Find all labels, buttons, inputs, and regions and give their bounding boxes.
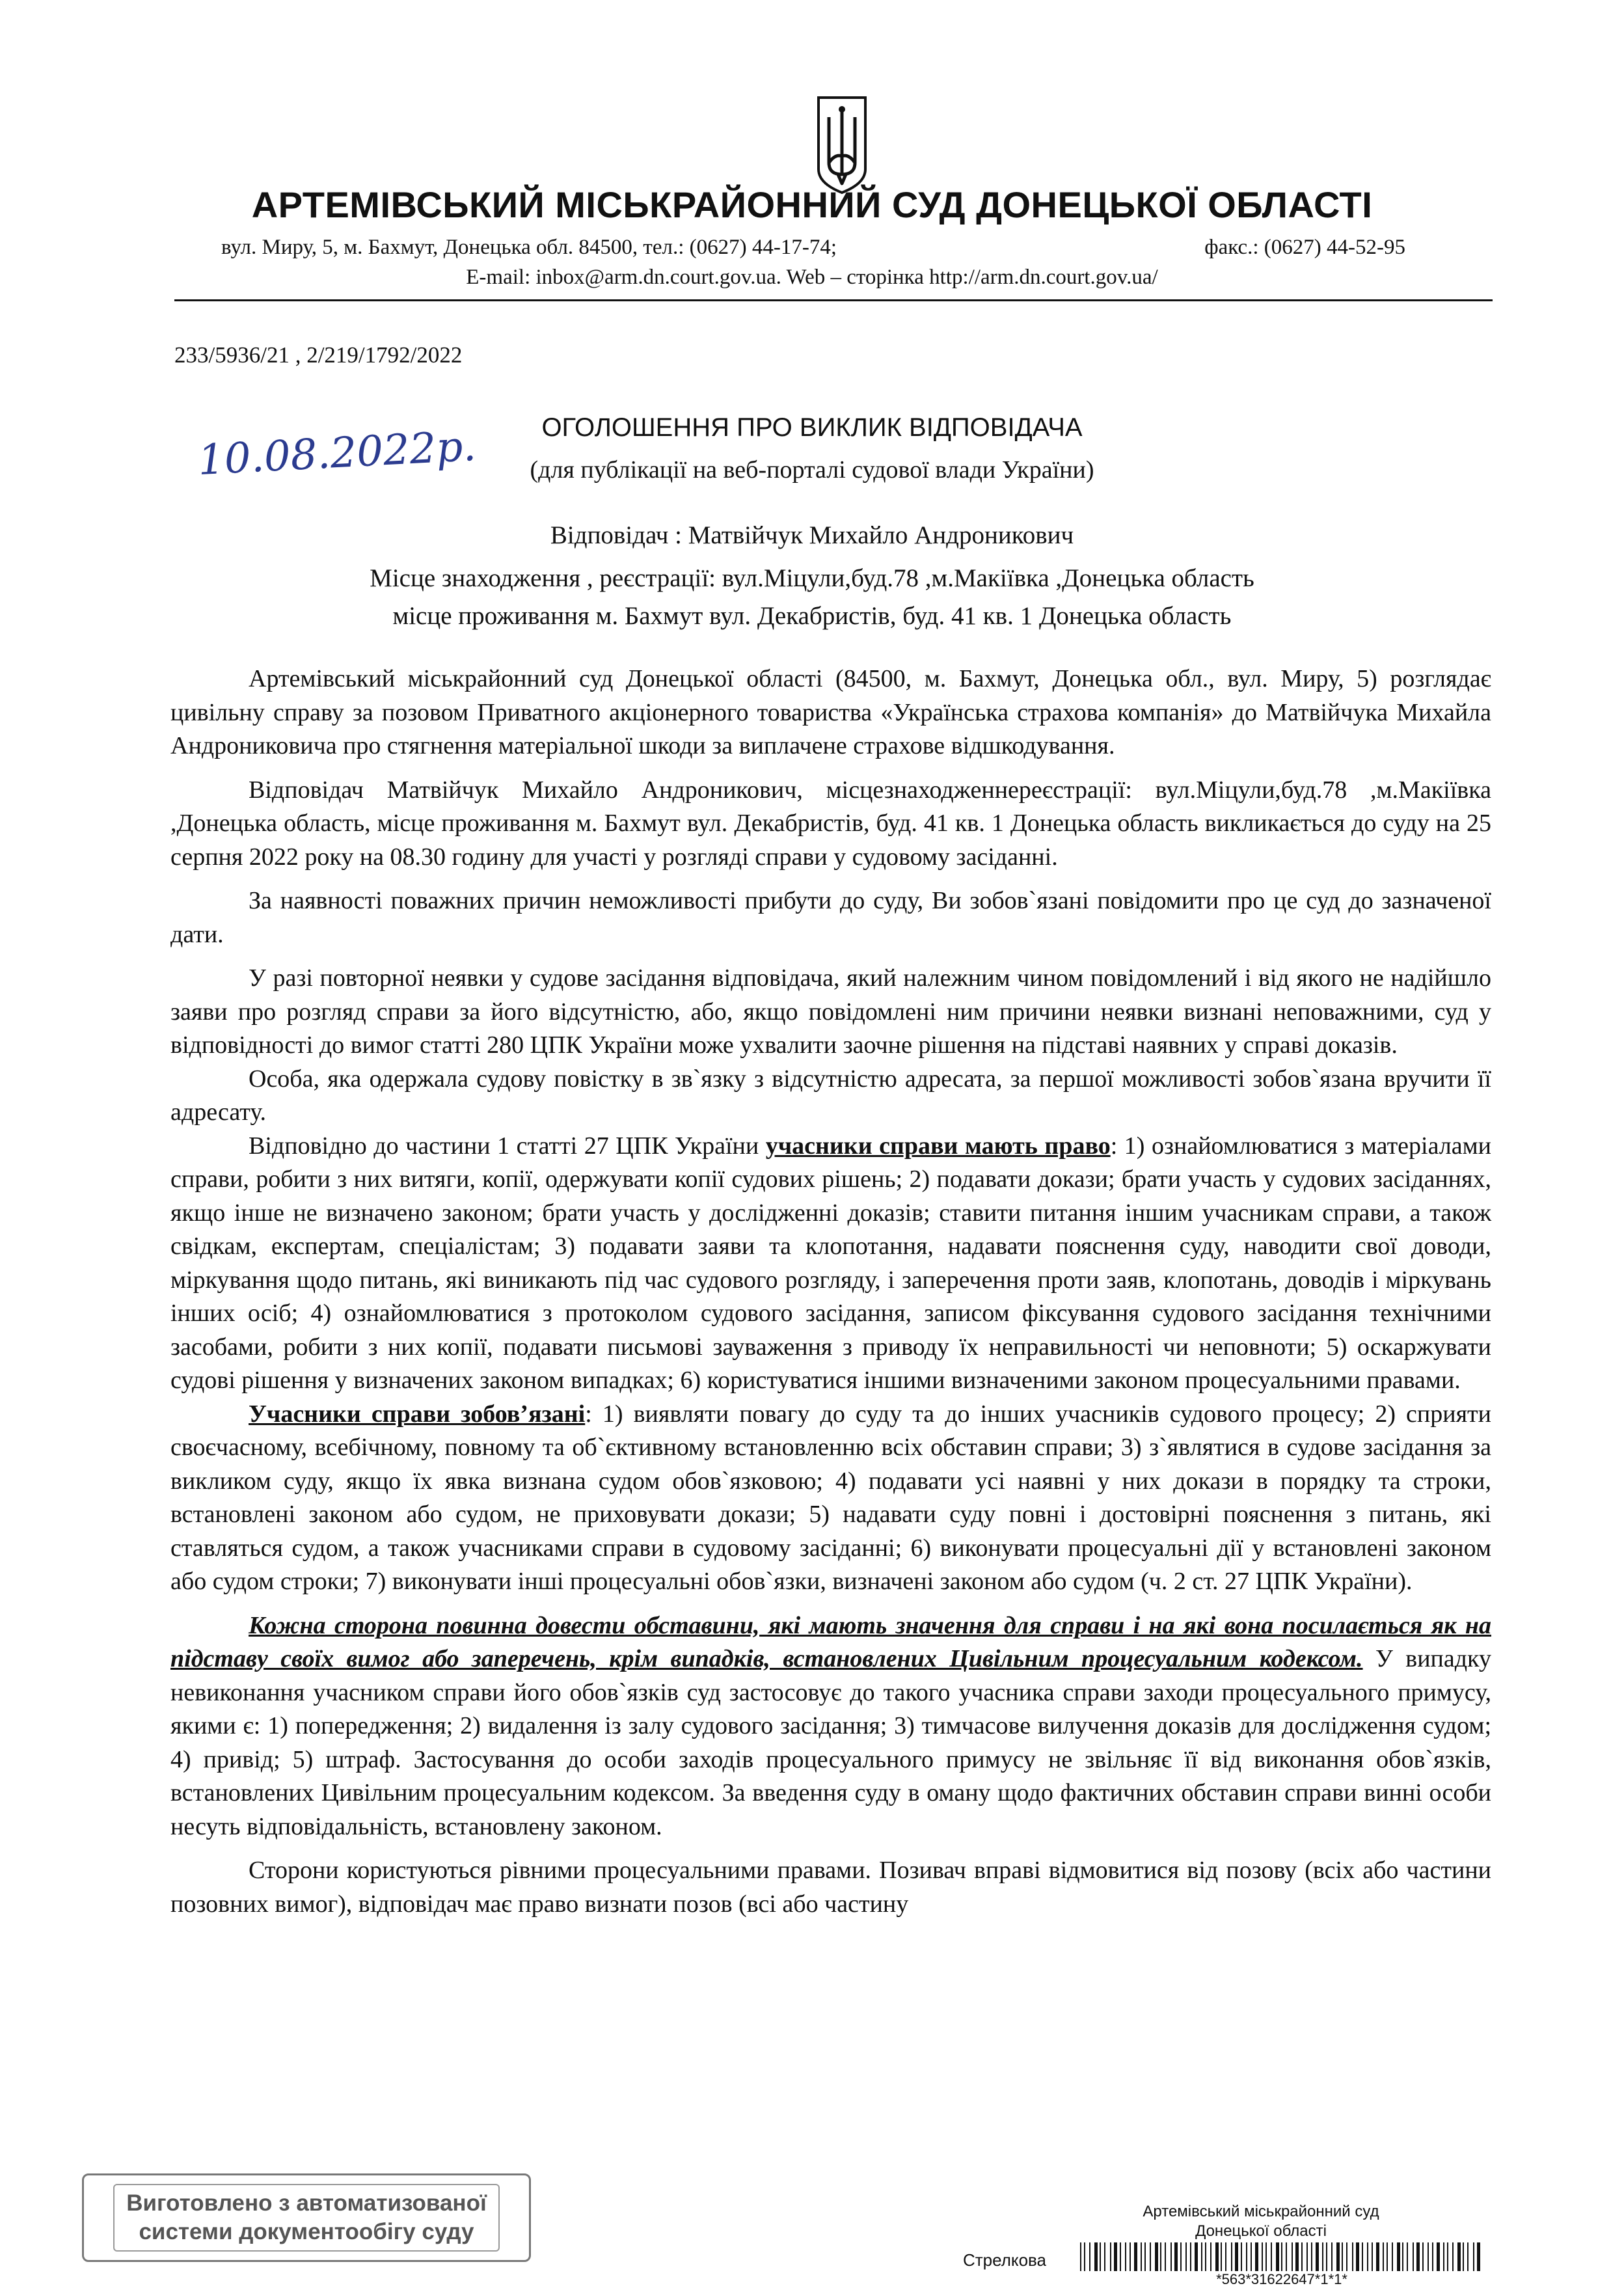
barcode-bar xyxy=(1342,2242,1343,2271)
court-name: АРТЕМІВСЬКИЙ МІСЬКРАЙОННИЙ СУД ДОНЕЦЬКОЇ ОБЛАСТІ xyxy=(251,184,1373,225)
barcode-bar xyxy=(1336,2242,1340,2271)
barcode-bar xyxy=(1352,2242,1353,2271)
barcode-bar xyxy=(1174,2242,1178,2271)
barcode-bar xyxy=(1432,2242,1433,2271)
barcode-bar xyxy=(1301,2242,1303,2271)
barcode-bar xyxy=(1463,2242,1464,2271)
barcode-bar xyxy=(1331,2242,1333,2271)
barcode-bar xyxy=(1100,2242,1101,2271)
barcode-bar xyxy=(1477,2242,1480,2271)
barcode-bar xyxy=(1322,2242,1323,2271)
barcode-bar xyxy=(1231,2242,1232,2271)
barcode-bar xyxy=(1316,2242,1319,2271)
barcode-bar xyxy=(1241,2242,1242,2271)
barcode-bar xyxy=(1141,2242,1142,2271)
barcode-bar xyxy=(1155,2242,1158,2271)
defendant-residence-line: місце проживання м. Бахмут вул. Декабристів, буд. 41 кв. 1 Донецька область xyxy=(392,602,1232,630)
barcode-bar xyxy=(1104,2242,1105,2271)
handwritten-date: 10.08.2022р. xyxy=(196,422,478,485)
trident-emblem-icon xyxy=(809,91,874,195)
barcode-bar xyxy=(1473,2242,1474,2271)
barcode-bar xyxy=(1392,2242,1393,2271)
paragraph-equal-rights: Сторони користуються рівними процесуальними правами. Позивач вправі відмовитися від позову (всіх або частини позовних вимог), відповідач має право визнати позов (всі або частину xyxy=(170,1857,1491,1918)
automated-system-stamp: Виготовлено з автоматизованої системи документообігу суду xyxy=(82,2173,531,2262)
barcode-bar xyxy=(1443,2242,1444,2271)
barcode-bar xyxy=(1372,2242,1373,2271)
document-barcode xyxy=(1080,2242,1483,2271)
barcode-bar xyxy=(1084,2242,1085,2271)
barcode-bar xyxy=(1165,2242,1166,2271)
barcode-bar xyxy=(1286,2242,1287,2271)
court-contacts xyxy=(221,236,1405,260)
barcode-bar xyxy=(1195,2242,1198,2271)
barcode-bar xyxy=(1271,2242,1272,2271)
executor-name: Стрелкова xyxy=(963,2250,1047,2270)
barcode-bar xyxy=(1356,2242,1359,2271)
barcode-bar xyxy=(1276,2242,1279,2271)
defendant-name-line: Відповідач : Матвійчук Михайло Андроникович xyxy=(550,521,1074,549)
barcode-bar xyxy=(1407,2242,1408,2271)
barcode-bar xyxy=(1094,2242,1098,2271)
barcode-bar xyxy=(1416,2242,1420,2271)
barcode-bar xyxy=(1125,2242,1126,2271)
announcement-subtitle: (для публікації на веб-порталі судової влади України) xyxy=(530,456,1094,483)
barcode-bar xyxy=(1306,2242,1308,2271)
barcode-bar xyxy=(1080,2242,1081,2271)
announcement-body xyxy=(170,662,1491,1921)
barcode-bar xyxy=(1311,2242,1312,2271)
duties-heading: Учасники справи зобов’язані xyxy=(249,1400,586,1428)
barcode-bar xyxy=(1437,2242,1440,2271)
barcode-bar xyxy=(1383,2242,1384,2271)
barcode-bar xyxy=(1428,2242,1429,2271)
barcode-bar xyxy=(1387,2242,1388,2271)
barcode-bar xyxy=(1295,2242,1299,2271)
barcode-bar xyxy=(1251,2242,1252,2271)
barcode-bar xyxy=(1376,2242,1379,2271)
barcode-bar xyxy=(1246,2242,1247,2271)
barcode-bar xyxy=(1171,2242,1172,2271)
barcode-bar xyxy=(1205,2242,1206,2271)
barcode-bar xyxy=(1262,2242,1263,2271)
court-address-phone: вул. Миру, 5, м. Бахмут, Донецька обл. 84500, тел.: (0627) 44-17-74; xyxy=(221,236,837,259)
paragraph-participant-duties: Учасники справи зобов’язані: 1) виявляти повагу до суду та до інших учасників судового процесу; 2) сприяти своєчасному, всебічному, повному та об`єктивному встановленню всіх обставин справи; 3) з`являтися в судове засідання за викликом суду, якщо їх явка визнана судом обов`язковою; 4) подавати усі наявні у них докази в порядку та строки, встановлені законом або судом, не приховувати докази; 5) надавати суду повні і достовірні пояснення з питань, які ставляться судом, а також учасниками справи в судовому засіданні; 6) виконувати процесуальні дії у встановлені законом або судом строки; 7) виконувати інші процесуальні обов`язки, визначені законом або судом (ч. 2 ст. 27 ЦПК України). xyxy=(170,1400,1491,1595)
barcode-bar xyxy=(1346,2242,1347,2271)
barcode-bar xyxy=(1180,2242,1182,2271)
barcode-bar xyxy=(1362,2242,1363,2271)
barcode-bar xyxy=(1402,2242,1403,2271)
defendant-registration-line: Місце знаходження , реєстрації: вул.Міцули,буд.78 ,м.Макіївка ,Донецька область xyxy=(370,564,1254,592)
paragraph-burden-of-proof: Кожна сторона повинна довести обставини, які мають значення для справи і на які вона посилається як на підставу своїх вимог або заперечень, крім випадків, встановлених Цивільним процесуальним кодексом. У випадку невиконання учасником справи його обов`язків суд застосовує до такого учасника справи заходи процесуального примусу, якими є: 1) попередження; 2) видалення із залу судового засідання; 3) тимчасове вилучення доказів для дослідження судом; 4) привід; 5) штраф. Застосування до особи заходів процесуального примусу не звільняє її від виконання обов`язків, встановлених Цивільним процесуальним кодексом. За введення суду в оману щодо фактичних обставин справи винні особи несуть відповідальність, встановлену законом. xyxy=(170,1611,1491,1840)
footer-court-name: Артемівський міськрайонний суд Донецької області xyxy=(1143,2203,1379,2240)
burden-of-proof-heading: Кожна сторона повинна довести обставини, які мають значення для справи і на які вона посилається як на підставу своїх вимог або заперечень, крім випадків, встановлених Цивільним процесуальним кодексом. xyxy=(170,1611,1491,1672)
barcode-bar xyxy=(1235,2242,1238,2271)
barcode-bar xyxy=(1114,2242,1117,2271)
paragraph-summons: Відповідач Матвійчук Михайло Андроникович, місцезнаходженнереєстрації: вул.Міцули,буд.78 ,м.Макіївка ,Донецька область, місце проживання м. Бахмут вул. Декабристів, буд. 41 кв. 1 Донецька область викликається до суду на 25 серпня 2022 року на 08.30 годину для участі у розгляді справи у судовому засіданні. xyxy=(170,776,1491,871)
barcode-bar xyxy=(1457,2242,1461,2271)
case-number: 233/5936/21 , 2/219/1792/2022 xyxy=(174,342,463,368)
barcode-bar xyxy=(1221,2242,1222,2271)
barcode-bar xyxy=(1089,2242,1090,2271)
barcode-bar xyxy=(1110,2242,1111,2271)
barcode-bar xyxy=(1447,2242,1448,2271)
barcode-bar xyxy=(1160,2242,1161,2271)
barcode-bar xyxy=(1413,2242,1414,2271)
barcode-bar xyxy=(1130,2242,1131,2271)
barcode-bar xyxy=(1144,2242,1146,2271)
paragraph-default-judgment: У разі повторної неявки у судове засідання відповідача, який належним чином повідомлений і від якого не надійшло заяви про розгляд справи за його відсутністю, або, якщо повідомлені ним причини неявки визнані неповажними, суд у відповідності до вимог статті 280 ЦПК України може ухвалити заочне рішення на підставі наявних у справі доказів. xyxy=(170,964,1491,1059)
barcode-bar xyxy=(1326,2242,1327,2271)
barcode-bar xyxy=(1185,2242,1187,2271)
court-fax: факс.: (0627) 44-52-95 xyxy=(1204,236,1405,259)
header-divider xyxy=(174,299,1493,301)
barcode-bar xyxy=(1201,2242,1202,2271)
barcode-bar xyxy=(1190,2242,1191,2271)
barcode-bar xyxy=(1120,2242,1121,2271)
barcode-bar xyxy=(1367,2242,1368,2271)
barcode-bar xyxy=(1150,2242,1151,2271)
paragraph-participant-rights: Відповідно до частини 1 статті 27 ЦПК України учасники справи мають право: 1) ознайомлюватися з матеріалами справи, робити з них витяги, копії, одержувати копії судових рішень; 2) подавати докази; брати участь у судових засіданнях, якщо інше не визначено законом; брати участь у дослідженні доказів; ставити питання іншим учасникам справи, а також свідкам, експертам, спеціалістам; 3) подавати заяви та клопотання, надавати пояснення суду, наводити свої доводи, міркування щодо питань, які виникають під час судового розгляду, і заперечення проти заяв, клопотань, доводів і міркувань інших осіб; 4) ознайомлюватися з протоколом судового засідання, записом фіксування судового засідання технічними засобами, робити з них копії, подавати письмові зауваження з приводу їх неправильності чи неповноти; 5) оскаржувати судові рішення у визначених законом випадках; 6) користуватися іншими визначеними законом процесуальними правами. xyxy=(170,1132,1492,1394)
announcement-title: ОГОЛОШЕННЯ ПРО ВИКЛИК ВІДПОВІДАЧА xyxy=(541,413,1083,442)
barcode-bar xyxy=(1265,2242,1267,2271)
barcode-number: *563*31622647*1*1* xyxy=(1216,2271,1347,2287)
barcode-bar xyxy=(1452,2242,1454,2271)
barcode-bar xyxy=(1397,2242,1400,2271)
barcode-bar xyxy=(1255,2242,1258,2271)
court-email-web: E-mail: inbox@arm.dn.court.gov.ua. Web – сторінка http://arm.dn.court.gov.ua/ xyxy=(466,266,1158,289)
barcode-bar xyxy=(1292,2242,1293,2271)
barcode-bar xyxy=(1422,2242,1424,2271)
barcode-bar xyxy=(1134,2242,1137,2271)
barcode-bar xyxy=(1215,2242,1219,2271)
barcode-bar xyxy=(1225,2242,1226,2271)
paragraph-subpoena-delivery: Особа, яка одержала судову повістку в зв`язку з відсутністю адресата, за першої можливості зобов`язана вручити її адресату. xyxy=(170,1065,1491,1126)
paragraph-case-description: Артемівський міськрайонний суд Донецької області (84500, м. Бахмут, Донецька обл., вул. Миру, 5) розглядає цивільну справу за позовом Приватного акціонерного товариства «Українська страхова компанія» до Матвійчука Михайла Андрониковича про стягнення матеріальної шкоди за виплачене страхове відшкодування. xyxy=(170,665,1491,759)
rights-heading: учасники справи мають право xyxy=(765,1132,1111,1160)
barcode-bar xyxy=(1281,2242,1282,2271)
paragraph-notify-court: За наявності поважних причин неможливості прибути до суду, Ви зобов`язані повідомити про це суд до зазначеної дати. xyxy=(170,887,1491,948)
barcode-bar xyxy=(1210,2242,1211,2271)
barcode-bar xyxy=(1467,2242,1468,2271)
